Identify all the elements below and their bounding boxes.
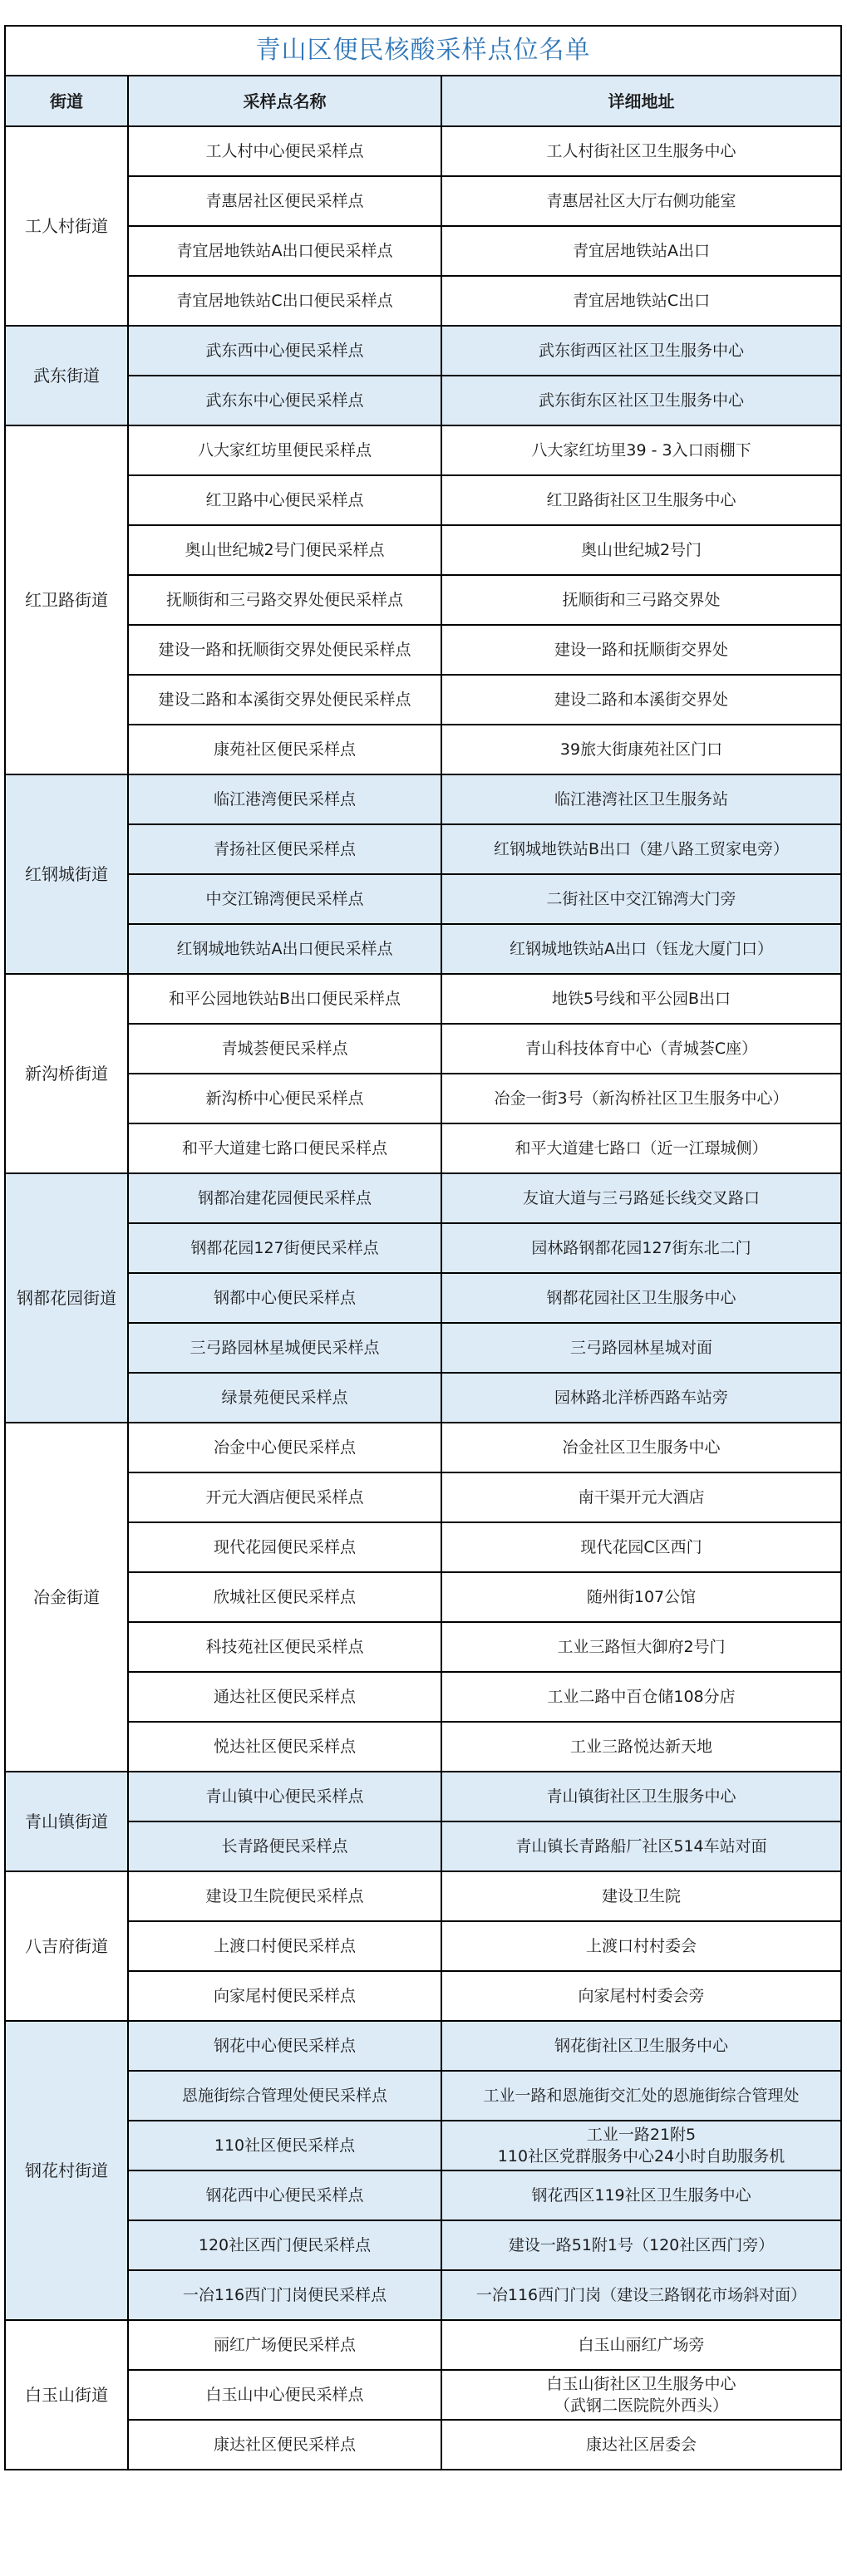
address-cell: 武东街西区社区卫生服务中心 xyxy=(441,326,841,376)
table-row xyxy=(5,2220,841,2270)
site-name-cell: 青扬社区便民采样点 xyxy=(128,824,441,874)
table-row xyxy=(5,1323,841,1373)
table-row xyxy=(5,725,841,774)
site-name-cell: 青惠居社区便民采样点 xyxy=(128,176,441,226)
address-cell: 青山镇长青路船厂社区514车站对面 xyxy=(441,1821,841,1871)
site-name-cell: 现代花园便民采样点 xyxy=(128,1522,441,1572)
address-cell: 建设一路51附1号（120社区西门旁） xyxy=(441,2220,841,2270)
site-name-cell: 新沟桥中心便民采样点 xyxy=(128,1074,441,1123)
address-cell: 青宜居地铁站C出口 xyxy=(441,276,841,326)
column-header-site: 采样点名称 xyxy=(128,76,441,126)
table-row xyxy=(5,924,841,974)
site-name-cell: 武东西中心便民采样点 xyxy=(128,326,441,376)
site-name-cell: 绿景苑便民采样点 xyxy=(128,1373,441,1423)
address-cell: 随州街107公馆 xyxy=(441,1572,841,1622)
address-cell: 三弓路园林星城对面 xyxy=(441,1323,841,1373)
address-cell: 青宜居地铁站A出口 xyxy=(441,226,841,276)
address-cell xyxy=(441,2370,841,2420)
table-row xyxy=(5,974,841,1024)
page-title: 青山区便民核酸采样点位名单 xyxy=(5,26,841,76)
address-cell: 建设一路和抚顺街交界处 xyxy=(441,625,841,675)
table-row xyxy=(5,1821,841,1871)
table-row xyxy=(5,1024,841,1074)
table-row xyxy=(5,1622,841,1672)
header-row xyxy=(5,76,841,126)
street-cell: 青山镇街道 xyxy=(5,1772,128,1871)
site-name-cell: 钢都花园127街便民采样点 xyxy=(128,1223,441,1273)
address-cell: 临江港湾社区卫生服务站 xyxy=(441,774,841,824)
address-cell: 工业三路恒大御府2号门 xyxy=(441,1622,841,1672)
site-name-cell: 开元大酒店便民采样点 xyxy=(128,1472,441,1522)
site-name-cell: 上渡口村便民采样点 xyxy=(128,1921,441,1971)
table-row xyxy=(5,1273,841,1323)
site-name-cell: 恩施街综合管理处便民采样点 xyxy=(128,2071,441,2121)
address-cell: 八大家红坊里39 - 3入口雨棚下 xyxy=(441,425,841,475)
address-cell: 红钢城地铁站A出口（钰龙大厦门口） xyxy=(441,924,841,974)
street-cell: 红卫路街道 xyxy=(5,425,128,774)
table-row xyxy=(5,2170,841,2220)
site-name-cell: 悦达社区便民采样点 xyxy=(128,1722,441,1772)
site-name-cell: 科技苑社区便民采样点 xyxy=(128,1622,441,1672)
site-name-cell: 通达社区便民采样点 xyxy=(128,1672,441,1722)
street-cell: 红钢城街道 xyxy=(5,774,128,974)
address-cell: 地铁5号线和平公园B出口 xyxy=(441,974,841,1024)
table-row xyxy=(5,226,841,276)
site-name-cell: 康苑社区便民采样点 xyxy=(128,725,441,774)
table-row xyxy=(5,1921,841,1971)
address-cell: 青山镇街社区卫生服务中心 xyxy=(441,1772,841,1821)
table-row xyxy=(5,525,841,575)
table-row xyxy=(5,2021,841,2071)
site-name-cell: 向家尾村便民采样点 xyxy=(128,1971,441,2021)
site-name-cell: 奥山世纪城2号门便民采样点 xyxy=(128,525,441,575)
site-name-cell: 青宜居地铁站A出口便民采样点 xyxy=(128,226,441,276)
address-cell: 和平大道建七路口（近一江璟城侧） xyxy=(441,1123,841,1173)
site-name-cell: 丽红广场便民采样点 xyxy=(128,2320,441,2370)
table-row xyxy=(5,276,841,326)
table-row xyxy=(5,1223,841,1273)
table-row xyxy=(5,1074,841,1123)
address-cell: 钢都花园社区卫生服务中心 xyxy=(441,1273,841,1323)
table-row xyxy=(5,675,841,725)
table-row xyxy=(5,2370,841,2420)
address-cell: 园林路北洋桥西路车站旁 xyxy=(441,1373,841,1423)
site-name-cell: 和平公园地铁站B出口便民采样点 xyxy=(128,974,441,1024)
table-row xyxy=(5,1672,841,1722)
address-cell xyxy=(441,2121,841,2170)
street-cell: 白玉山街道 xyxy=(5,2320,128,2470)
site-name-cell: 临江港湾便民采样点 xyxy=(128,774,441,824)
address-line-2: （武钢二医院院外西头） xyxy=(554,2397,729,2415)
table-row xyxy=(5,2071,841,2121)
site-name-cell: 武东东中心便民采样点 xyxy=(128,376,441,425)
table-row xyxy=(5,1971,841,2021)
address-cell: 武东街东区社区卫生服务中心 xyxy=(441,376,841,425)
table-row xyxy=(5,1772,841,1821)
site-name-cell: 建设二路和本溪街交界处便民采样点 xyxy=(128,675,441,725)
table-row xyxy=(5,1423,841,1472)
table-row xyxy=(5,1373,841,1423)
site-name-cell: 钢花中心便民采样点 xyxy=(128,2021,441,2071)
address-cell: 冶金一街3号（新沟桥社区卫生服务中心） xyxy=(441,1074,841,1123)
table-row xyxy=(5,874,841,924)
table-row xyxy=(5,1472,841,1522)
site-name-cell: 青山镇中心便民采样点 xyxy=(128,1772,441,1821)
street-cell: 钢花村街道 xyxy=(5,2021,128,2320)
table-row xyxy=(5,1522,841,1572)
table-body xyxy=(5,126,841,2470)
table-row xyxy=(5,425,841,475)
address-line-1: 白玉山街社区卫生服务中心 xyxy=(546,2375,736,2393)
address-cell: 二街社区中交江锦湾大门旁 xyxy=(441,874,841,924)
address-cell: 工业二路中百仓储108分店 xyxy=(441,1672,841,1722)
site-name-cell: 110社区便民采样点 xyxy=(128,2121,441,2170)
table-row xyxy=(5,2420,841,2470)
site-name-cell: 一冶116西门门岗便民采样点 xyxy=(128,2270,441,2320)
sampling-sites-table xyxy=(4,25,842,2470)
table-row xyxy=(5,475,841,525)
address-cell: 红钢城地铁站B出口（建八路工贸家电旁） xyxy=(441,824,841,874)
site-name-cell: 抚顺街和三弓路交界处便民采样点 xyxy=(128,575,441,625)
site-name-cell: 冶金中心便民采样点 xyxy=(128,1423,441,1472)
address-cell: 南干渠开元大酒店 xyxy=(441,1472,841,1522)
street-cell: 钢都花园街道 xyxy=(5,1173,128,1423)
site-name-cell: 青宜居地铁站C出口便民采样点 xyxy=(128,276,441,326)
address-cell: 奥山世纪城2号门 xyxy=(441,525,841,575)
address-cell: 向家尾村村委会旁 xyxy=(441,1971,841,2021)
table-row xyxy=(5,126,841,176)
address-line-2: 110社区党群服务中心24小时自助服务机 xyxy=(497,2147,785,2166)
table-row xyxy=(5,575,841,625)
site-name-cell: 八大家红坊里便民采样点 xyxy=(128,425,441,475)
address-cell: 红卫路街社区卫生服务中心 xyxy=(441,475,841,525)
table-row xyxy=(5,2320,841,2370)
table-row xyxy=(5,1871,841,1921)
site-name-cell: 中交江锦湾便民采样点 xyxy=(128,874,441,924)
street-cell: 武东街道 xyxy=(5,326,128,425)
street-cell: 新沟桥街道 xyxy=(5,974,128,1173)
site-name-cell: 建设一路和抚顺街交界处便民采样点 xyxy=(128,625,441,675)
address-cell: 39旅大街康苑社区门口 xyxy=(441,725,841,774)
table-row xyxy=(5,176,841,226)
address-cell: 工业一路和恩施街交汇处的恩施街综合管理处 xyxy=(441,2071,841,2121)
address-cell: 抚顺街和三弓路交界处 xyxy=(441,575,841,625)
site-name-cell: 三弓路园林星城便民采样点 xyxy=(128,1323,441,1373)
table-row xyxy=(5,1572,841,1622)
address-cell: 钢花西区119社区卫生服务中心 xyxy=(441,2170,841,2220)
table-row xyxy=(5,1722,841,1772)
address-cell: 园林路钢都花园127街东北二门 xyxy=(441,1223,841,1273)
address-cell: 钢花街社区卫生服务中心 xyxy=(441,2021,841,2071)
address-cell: 冶金社区卫生服务中心 xyxy=(441,1423,841,1472)
site-name-cell: 钢花西中心便民采样点 xyxy=(128,2170,441,2220)
table-row xyxy=(5,376,841,425)
address-cell: 上渡口村村委会 xyxy=(441,1921,841,1971)
address-cell: 工人村街社区卫生服务中心 xyxy=(441,126,841,176)
site-name-cell: 工人村中心便民采样点 xyxy=(128,126,441,176)
street-cell: 八吉府街道 xyxy=(5,1871,128,2021)
street-cell: 工人村街道 xyxy=(5,126,128,326)
address-cell: 建设二路和本溪街交界处 xyxy=(441,675,841,725)
table-row xyxy=(5,774,841,824)
table-row xyxy=(5,2270,841,2320)
address-cell: 康达社区居委会 xyxy=(441,2420,841,2470)
table-row xyxy=(5,1123,841,1173)
site-name-cell: 青城荟便民采样点 xyxy=(128,1024,441,1074)
table-row xyxy=(5,625,841,675)
table-row xyxy=(5,2121,841,2170)
address-cell: 青惠居社区大厅右侧功能室 xyxy=(441,176,841,226)
site-name-cell: 红卫路中心便民采样点 xyxy=(128,475,441,525)
street-cell: 冶金街道 xyxy=(5,1423,128,1772)
address-cell: 白玉山丽红广场旁 xyxy=(441,2320,841,2370)
site-name-cell: 欣城社区便民采样点 xyxy=(128,1572,441,1622)
address-cell: 青山科技体育中心（青城荟C座） xyxy=(441,1024,841,1074)
site-name-cell: 建设卫生院便民采样点 xyxy=(128,1871,441,1921)
table-row xyxy=(5,1173,841,1223)
site-name-cell: 康达社区便民采样点 xyxy=(128,2420,441,2470)
address-cell: 建设卫生院 xyxy=(441,1871,841,1921)
table-row xyxy=(5,824,841,874)
table-row xyxy=(5,326,841,376)
site-name-cell: 长青路便民采样点 xyxy=(128,1821,441,1871)
column-header-address: 详细地址 xyxy=(441,76,841,126)
site-name-cell: 红钢城地铁站A出口便民采样点 xyxy=(128,924,441,974)
column-header-street: 街道 xyxy=(5,76,128,126)
site-name-cell: 白玉山中心便民采样点 xyxy=(128,2370,441,2420)
site-name-cell: 和平大道建七路口便民采样点 xyxy=(128,1123,441,1173)
address-cell: 工业三路悦达新天地 xyxy=(441,1722,841,1772)
address-line-1: 工业一路21附5 xyxy=(586,2126,697,2144)
site-name-cell: 120社区西门便民采样点 xyxy=(128,2220,441,2270)
address-cell: 友谊大道与三弓路延长线交叉路口 xyxy=(441,1173,841,1223)
site-name-cell: 钢都冶建花园便民采样点 xyxy=(128,1173,441,1223)
site-name-cell: 钢都中心便民采样点 xyxy=(128,1273,441,1323)
address-cell: 一冶116西门门岗（建设三路钢花市场斜对面） xyxy=(441,2270,841,2320)
address-cell: 现代花园C区西门 xyxy=(441,1522,841,1572)
